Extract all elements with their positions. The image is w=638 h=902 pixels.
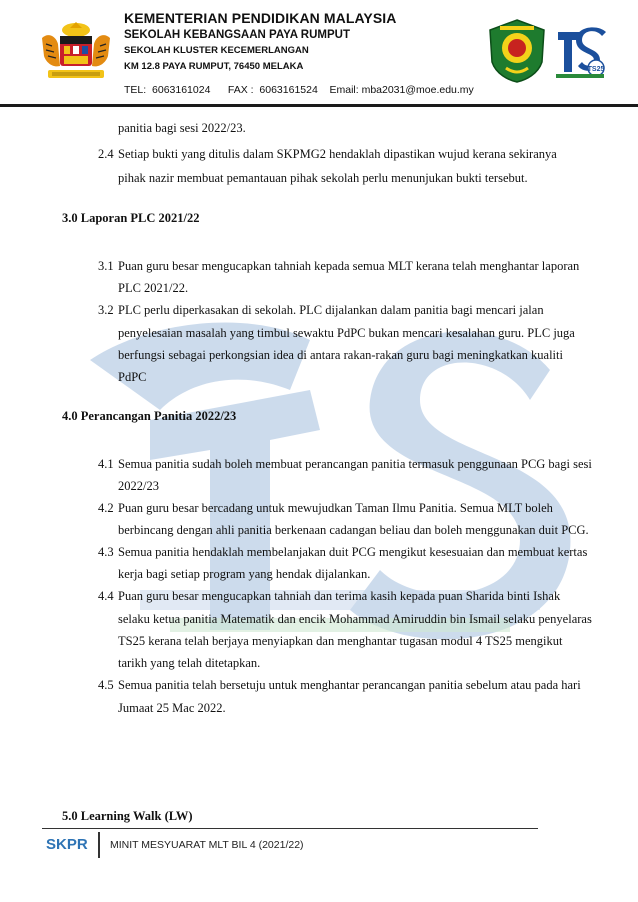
footer-document-title: MINIT MESYUARAT MLT BIL 4 (2021/22) [110,839,304,851]
item-3-2-text: penyelesaian masalah yang timbul sewaktu PdPC bukan mencari kesalahan guru. PLC juga [118,326,575,340]
item-3-1-text: PLC 2021/22. [118,281,189,295]
item-3-1-text: Puan guru besar mengucapkan tahniah kepada semua MLT kerana telah menghantar laporan [118,259,580,273]
school-badge-icon [486,18,548,84]
ministry-name: KEMENTERIAN PENDIDIKAN MALAYSIA [124,10,397,26]
footer-rule [42,828,538,829]
letterhead [0,0,638,108]
item-4-2-text: berbincang dengan ahli panitia berkenaan cadangan beliau dan boleh menggunakan duit PCG. [118,523,589,537]
item-4-4-number: 4.4 [98,589,114,603]
ts25-logo-icon [552,22,608,80]
item-3-2-number: 3.2 [98,303,114,317]
item-3-2-text: berfungsi sebagai perkongsian idea di antara rakan-rakan guru bagi meningkatkan kualiti [118,348,563,362]
ts25-logo-text: TS25 [587,66,605,73]
item-4-5-text: Jumaat 25 Mac 2022. [118,701,226,715]
section-5-heading: 5.0 Learning Walk (LW) [62,809,193,823]
item-4-4-text: TS25 kerana telah berjaya menyiapkan dan menghantar tugasan modul 4 TS25 mengikut [118,634,563,648]
item-4-3-text: kerja bagi setiap program yang hendak dijalankan. [118,567,371,581]
school-address: KM 12.8 PAYA RUMPUT, 76450 MELAKA [124,61,304,72]
footer-school-code: SKPR [46,836,88,853]
item-4-4-text: Puan guru besar mengucapkan tahniah dan terima kasih kepada puan Sharida binti Ishak [118,589,561,603]
school-name: SEKOLAH KEBANGSAAN PAYA RUMPUT [124,29,350,41]
line-continuation: panitia bagi sesi 2022/23. [118,121,246,135]
item-4-3-text: Semua panitia hendaklah membelanjakan duit PCG mengikut kesesuaian dan membuat kertas [118,545,588,559]
item-2-4-text: Setiap bukti yang ditulis dalam SKPMG2 hendaklah dipastikan wujud kerana sekiranya [118,147,557,161]
footer-separator [98,832,100,858]
item-2-4-number: 2.4 [98,147,114,161]
school-identity [124,10,397,75]
section-3-heading: 3.0 Laporan PLC 2021/22 [62,211,200,225]
item-4-4-text: selaku ketua panitia Matematik dan encik Mohammad Amiruddin bin Ismail selaku penyelaras [118,612,592,626]
item-4-1-number: 4.1 [98,457,114,471]
cluster-label: SEKOLAH KLUSTER KECEMERLANGAN [124,45,309,56]
contact-line: TEL: 6063161024 FAX : 6063161524 Email: mba2031@moe.edu.my [124,84,474,96]
item-4-2-text: Puan guru besar bercadang untuk mewujudkan Taman Ilmu Panitia. Semua MLT boleh [118,501,553,515]
section-4-heading: 4.0 Perancangan Panitia 2022/23 [62,409,237,423]
item-4-2-number: 4.2 [98,501,114,515]
item-4-5-number: 4.5 [98,678,114,692]
item-2-4-text: pihak nazir membuat pemantauan pihak sekolah perlu menunjukan bukti tersebut. [118,171,528,185]
header-rule [0,104,638,107]
item-4-5-text: Semua panitia telah bersetuju untuk menghantar perancangan panitia sebelum atau pada hari [118,678,581,692]
item-4-1-text: Semua panitia sudah boleh membuat perancangan panitia termasuk penggunaan PCG bagi sesi [118,457,592,471]
item-3-2-text: PdPC [118,370,147,384]
item-4-1-text: 2022/23 [118,479,159,493]
item-4-4-text: tarikh yang telah ditetapkan. [118,656,261,670]
item-3-2-text: PLC perlu diperkasakan di sekolah. PLC dijalankan dalam panitia bagi mencari jalan [118,303,544,317]
coat-of-arms-icon [38,20,114,84]
item-4-3-number: 4.3 [98,545,114,559]
item-3-1-number: 3.1 [98,259,114,273]
